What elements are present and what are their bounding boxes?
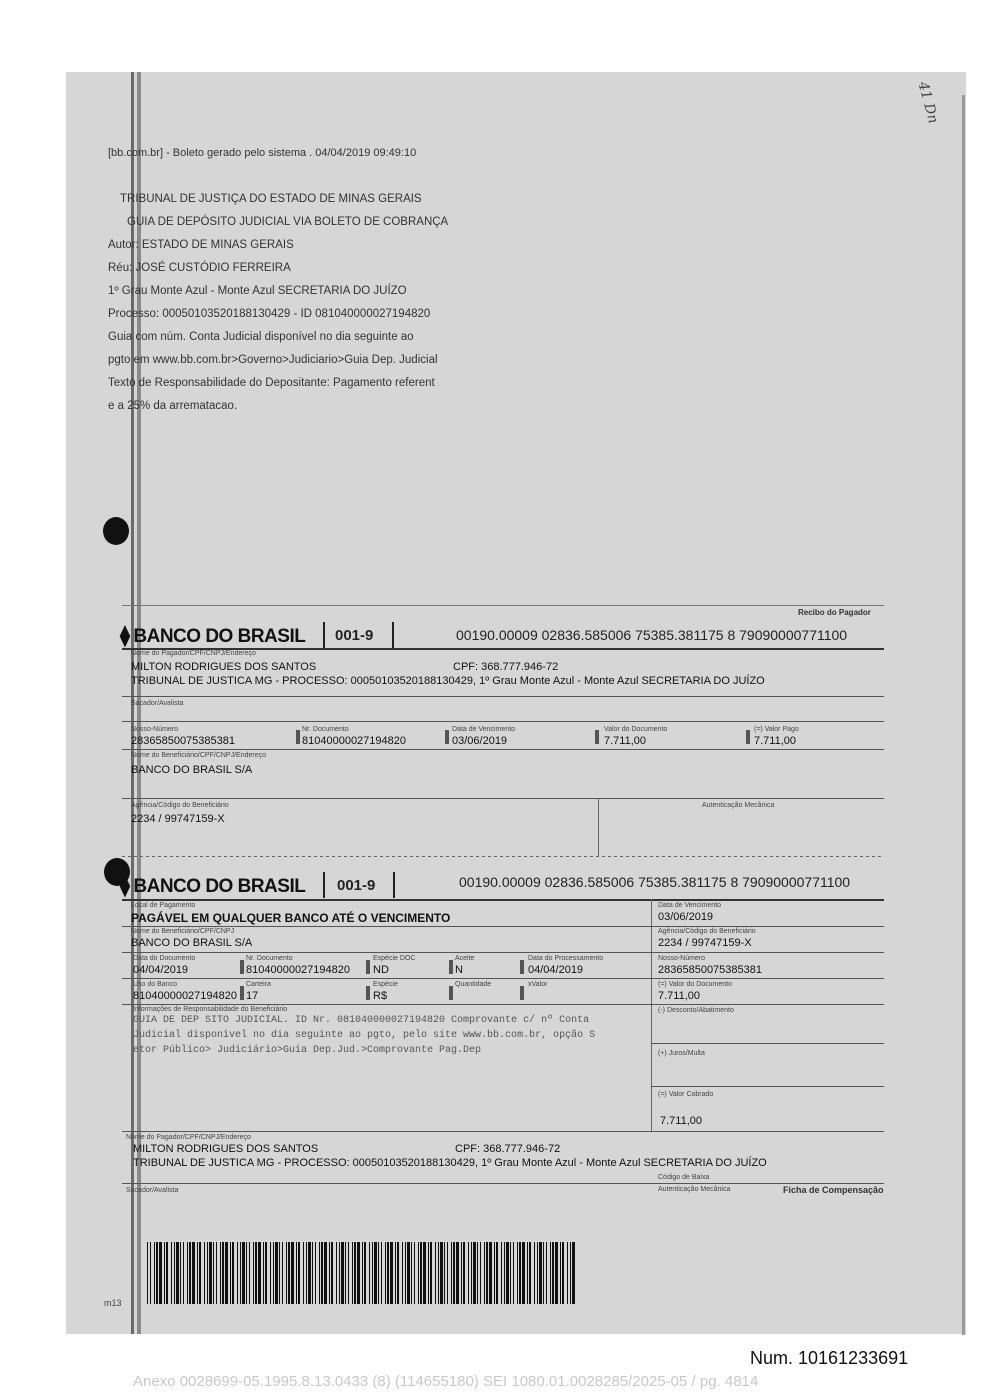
agencia-value: 2234 / 99747159-X [131,813,225,825]
punch-hole [103,517,129,545]
barcode-bar [255,1242,257,1304]
pagador-label: Nome do Pagador/CPF/CNPJ/Endereço [126,1134,251,1141]
ficha-title: Ficha de Compensação [783,1185,884,1195]
barcode-bar [336,1242,337,1304]
divider [122,605,884,606]
barcode-bar [560,1242,561,1304]
barcode-bar [298,1242,300,1304]
barcode-bar [387,1242,389,1304]
especie-doc: ND [373,964,389,976]
barcode-bar [418,1242,419,1304]
barcode-bar [486,1242,488,1304]
barcode-bar [510,1242,511,1304]
agencia-label: Agência/Código do Beneficiário [658,928,756,935]
barcode-bar [440,1242,443,1304]
barcode-bar [362,1242,363,1304]
sacador-label: Sacador/Avalista [126,1187,179,1194]
pagador-name: MILTON RODRIGUES DOS SANTOS [133,1143,319,1155]
barcode-bar [199,1242,201,1304]
codigo-baixa-label: Código de Baixa [658,1174,710,1181]
agencia-value: 2234 / 99747159-X [658,937,752,949]
field-label: Uso do Banco [133,981,177,988]
barcode-bar [324,1242,327,1304]
barcode-bar [220,1242,221,1304]
divider [598,798,599,856]
divider [651,1043,884,1044]
barcode-bar [225,1242,228,1304]
beneficiario-label: Nome do Beneficiário/CPF/CNPJ [131,928,235,935]
barcode-bar [147,1242,148,1304]
barcode-bar [390,1242,393,1304]
barcode-bar [473,1242,476,1304]
barcode-bar [176,1242,179,1304]
header-line: 1º Grau Monte Azul - Monte Azul SECRETARIA DO JUÍZO [108,285,407,297]
barcode-bar [407,1242,410,1304]
barcode-bar [258,1242,261,1304]
info-line: GUIA DE DEP SITO JUDICIAL. ID Nr. 081040000027194820 Comprovante c/ nº Conta [133,1015,590,1026]
barcode-bar [154,1242,155,1304]
barcode-bar [246,1242,247,1304]
barcode-bar [456,1242,459,1304]
barcode-bar [420,1242,422,1304]
especie: R$ [373,990,388,1002]
field-tick [240,960,244,974]
barcode-bar [253,1242,254,1304]
barcode-bar [402,1242,403,1304]
barcode-bar [480,1242,481,1304]
divider [323,622,325,648]
barcode-bar [207,1242,208,1304]
bank-code: 001-9 [335,627,374,644]
divider [122,1004,884,1005]
barcode-bar [240,1242,241,1304]
local-label: Local de Pagamento [131,902,196,909]
header-line: GUIA DE DEPÓSITO JUDICIAL VIA BOLETO DE COBRANÇA [127,216,449,228]
barcode-bar [519,1242,521,1304]
local-value: PAGÁVEL EM QUALQUER BANCO ATÉ O VENCIMENTO [131,911,451,925]
field-label: xValor [528,981,548,988]
barcode-bar [348,1242,349,1304]
valor-doc-value: 7.711,00 [658,990,701,1002]
sheet-edge [962,95,965,1335]
divider [122,899,884,901]
field-label: Carteira [246,981,271,988]
barcode-bar [209,1242,212,1304]
barcode-bar [372,1242,373,1304]
divider [122,1183,884,1184]
barcode-bar [150,1242,151,1304]
barcode-bar [397,1242,399,1304]
field-label: Quantidade [455,981,492,988]
barcode-bar [187,1242,188,1304]
barcode-bar [539,1242,542,1304]
barcode-bar [312,1242,313,1304]
barcode-bar [471,1242,472,1304]
barcode-bar [555,1242,558,1304]
barcode-bar [529,1242,531,1304]
beneficiario-label: Nome do Beneficiário/CPF/CNPJ/Endereço [131,752,267,759]
barcode-bar [308,1242,311,1304]
barcode-bar [513,1242,514,1304]
barcode-bar [506,1242,509,1304]
divider [651,1086,884,1087]
barcode-bar [216,1242,217,1304]
barcode-bar [395,1242,396,1304]
field-tick [595,730,599,744]
barcode-bar [537,1242,538,1304]
barcode-bar [468,1242,469,1304]
barcode-bar [197,1242,198,1304]
barcode-bar [484,1242,485,1304]
barcode-bar [352,1242,353,1304]
divider [393,872,395,898]
barcode-bar [180,1242,181,1304]
juros-label: (+) Juros/Multa [658,1050,705,1057]
barcode-bar [319,1242,320,1304]
bank-name: BANCO DO BRASIL [133,626,306,647]
agencia-label: Agência/Código do Beneficiário [131,802,229,809]
info-line: etor Público> Judiciário>Guia Dep.Jud.>Comprovante Pag.Dep [133,1045,482,1056]
data-vencimento: 03/06/2019 [452,735,508,747]
field-tick [520,960,524,974]
barcode-bar [381,1242,382,1304]
barcode-bar [306,1242,307,1304]
barcode-bar [279,1242,280,1304]
header-line: e a 25% da arrematacao. [108,400,238,412]
info-line: Judicial disponivel no dia seguinte ao pgto, pelo site www.bb.com.br, opção S [133,1030,596,1041]
bank-logo [120,873,305,898]
divider [122,696,884,697]
divider [122,749,884,750]
barcode-bar [265,1242,267,1304]
barcode-bar [242,1242,245,1304]
autenticacao-label: Autenticação Mecânica [658,1186,731,1193]
barcode-bar [273,1242,274,1304]
field-tick [746,730,750,744]
bb-logo-icon: ⧫ [120,625,130,647]
barcode-bar [164,1242,165,1304]
barcode-bar [463,1242,465,1304]
barcode-bar [189,1242,191,1304]
vencimento-value: 03/06/2019 [658,911,714,923]
barcode-bar [517,1242,518,1304]
beneficiario-value: BANCO DO BRASIL S/A [131,937,253,949]
barcode-bar [331,1242,333,1304]
barcode-bar [237,1242,238,1304]
barcode-bar [504,1242,505,1304]
barcode-bar [282,1242,283,1304]
pagador-name: MILTON RODRIGUES DOS SANTOS [131,661,317,673]
barcode-bar [534,1242,535,1304]
desconto-label: (-) Desconto/Abatimento [658,1007,734,1014]
pagador-cpf: CPF: 368.777.946-72 [453,661,559,673]
field-label: Nosso-Número [131,726,179,733]
field-label: (=) Valor Pago [754,726,799,733]
barcode-bar [385,1242,386,1304]
barcode-bar [341,1242,344,1304]
field-label: Nr. Documento [302,726,349,733]
header-line: Texto de Responsabilidade do Depositante: Pagamento referent [108,377,435,389]
page-mark: m13 [104,1298,122,1308]
nosso-value: 28365850075385381 [658,964,763,976]
pagador-cpf: CPF: 368.777.946-72 [455,1143,561,1155]
header-line: Processo: 00050103520188130429 - ID 081040000027194820 [108,308,431,320]
barcode-bar [414,1242,415,1304]
barcode-bar [183,1242,184,1304]
barcode-bar [357,1242,360,1304]
bank-code: 001-9 [337,877,376,894]
divider [122,952,884,953]
header-line: Autor: ESTADO DE MINAS GERAIS [108,239,294,251]
barcode-bar [453,1242,455,1304]
bb-logo-icon: ⧫ [120,875,130,897]
num-label: Num. 10161233691 [750,1348,909,1368]
barcode-bar [222,1242,224,1304]
barcode-bar [552,1242,554,1304]
source-line: [bb.com.br] - Boleto gerado pelo sistema . 04/04/2019 09:49:10 [108,147,417,159]
right-column-divider [651,899,652,1131]
barcode-bar [230,1242,231,1304]
barcode-bar [405,1242,406,1304]
barcode-bar [315,1242,316,1304]
barcode-bar [171,1242,172,1304]
info-label: Informações de Responsabilidade do Beneficiário [133,1006,288,1013]
barcode-bar [204,1242,205,1304]
barcode-bar [423,1242,426,1304]
field-tick [240,986,244,1000]
divider [122,721,884,722]
data-documento: 04/04/2019 [133,964,189,976]
divider [392,622,394,648]
vencimento-label: Data de Vencimento [658,902,722,909]
barcode-bar [567,1242,568,1304]
barcode-bar [174,1242,175,1304]
barcode-bar [354,1242,356,1304]
field-label: Data do Documento [133,955,196,962]
barcode-bar [477,1242,478,1304]
barcode-bar [546,1242,547,1304]
sacador-label: Sacador/Avalista [131,700,184,707]
barcode-bar [501,1242,502,1304]
barcode-bar [378,1242,379,1304]
field-tick [366,960,370,974]
barcode-bar [438,1242,439,1304]
divider [122,978,884,979]
header-line: TRIBUNAL DE JUSTIÇA DO ESTADO DE MINAS GERAIS [120,193,422,205]
barcode-bar [489,1242,492,1304]
barcode-bar [550,1242,551,1304]
barcode-bar [303,1242,304,1304]
field-label: Valor do Documento [604,726,668,733]
barcode-bar [270,1242,271,1304]
divider [122,926,884,927]
barcode-bar [364,1242,366,1304]
barcode-bar [430,1242,432,1304]
barcode-bar [213,1242,214,1304]
barcode-bar [572,1242,575,1304]
barcode-bar [428,1242,429,1304]
barcode-bar [345,1242,346,1304]
cobrado-label: (=) Valor Cobrado [658,1091,714,1098]
divider [122,798,884,799]
field-label: Aceite [455,955,475,962]
barcode-bar [461,1242,462,1304]
uso-banco: 81040000027194820 [133,990,238,1002]
barcode-bar [522,1242,525,1304]
data-processamento: 04/04/2019 [528,964,584,976]
barcode-bar [339,1242,340,1304]
valor-documento: 7.711,00 [604,735,647,747]
divider [122,1131,884,1132]
bank-name: BANCO DO BRASIL [133,876,306,897]
bank-logo [120,623,305,648]
beneficiario-value: BANCO DO BRASIL S/A [131,764,253,776]
nosso-label: Nosso-Número [658,955,706,962]
field-tick [520,986,524,1000]
barcode-bar [374,1242,377,1304]
aceite: N [455,964,463,976]
barcode-bar [543,1242,544,1304]
barcode-bar [496,1242,498,1304]
nr-documento: 81040000027194820 [302,735,407,747]
barcode-bar [296,1242,297,1304]
digitable-line: 00190.00009 02836.585006 75385.381175 8 79090000771100 [456,627,848,643]
field-tick [449,986,453,1000]
field-tick [449,960,453,974]
barcode-bar [411,1242,412,1304]
carteira: 17 [246,990,259,1002]
nr-documento: 81040000027194820 [246,964,351,976]
field-label: Data do Processamento [528,955,604,962]
barcode-bar [447,1242,448,1304]
barcode-bar [527,1242,528,1304]
barcode-bar [288,1242,290,1304]
barcode-bar [275,1242,278,1304]
barcode-bar [451,1242,452,1304]
barcode-bar [444,1242,445,1304]
field-label: Espécie [373,981,398,988]
valor-pago: 7.711,00 [754,735,797,747]
barcode-bar [291,1242,294,1304]
footer-text: Anexo 0028699-05.1995.8.13.0433 (8) (114655180) SEI 1080.01.0028285/2025-05 / pg. 4814 [133,1373,759,1390]
barcode [147,1242,576,1304]
barcode-bar [249,1242,250,1304]
recibo-title: Recibo do Pagador [798,608,871,617]
cobrado-value: 7.711,00 [660,1115,703,1127]
field-tick [296,730,300,744]
pagador-address: TRIBUNAL DE JUSTICA MG - PROCESSO: 00050103520188130429, 1º Grau Monte Azul - Monte Azul SECRETARIA DO JUÍZO [133,1157,767,1169]
valor-doc-label: (=) Valor do Documento [658,981,732,988]
pagador-address: TRIBUNAL DE JUSTICA MG - PROCESSO: 00050103520188130429, 1º Grau Monte Azul - Monte Azul SECRETARIA DO JUÍZO [131,675,765,687]
field-tick [366,986,370,1000]
barcode-bar [159,1242,162,1304]
divider [323,872,325,898]
barcode-bar [494,1242,495,1304]
cut-line [122,856,884,857]
field-label: Nr. Documento [246,955,293,962]
header-line: Réu: JOSÉ CUSTÓDIO FERREIRA [108,262,291,274]
header-line: Guia com núm. Conta Judicial disponível no dia seguinte ao [108,331,414,343]
barcode-bar [562,1242,564,1304]
digitable-line: 00190.00009 02836.585006 75385.381175 8 79090000771100 [459,874,851,890]
field-label: Data de Vencimento [452,726,516,733]
nosso-numero: 28365850075385381 [131,735,236,747]
header-line: pgto em www.bb.com.br>Governo>Judiciario>Guia Dep. Judicial [108,354,438,366]
barcode-bar [192,1242,195,1304]
barcode-bar [369,1242,370,1304]
barcode-bar [263,1242,264,1304]
barcode-bar [435,1242,436,1304]
field-label: Espécie DOC [373,955,416,962]
barcode-bar [570,1242,571,1304]
barcode-bar [329,1242,330,1304]
barcode-bar [286,1242,287,1304]
handwritten-note: 41 Dn [914,80,942,126]
barcode-bar [232,1242,234,1304]
barcode-bar [156,1242,158,1304]
pagador-label: Nome do Pagador/CPF/CNPJ/Endereço [131,650,256,657]
barcode-bar [166,1242,168,1304]
field-tick [445,730,449,744]
autenticacao-label: Autenticação Mecânica [702,802,775,809]
barcode-bar [321,1242,323,1304]
